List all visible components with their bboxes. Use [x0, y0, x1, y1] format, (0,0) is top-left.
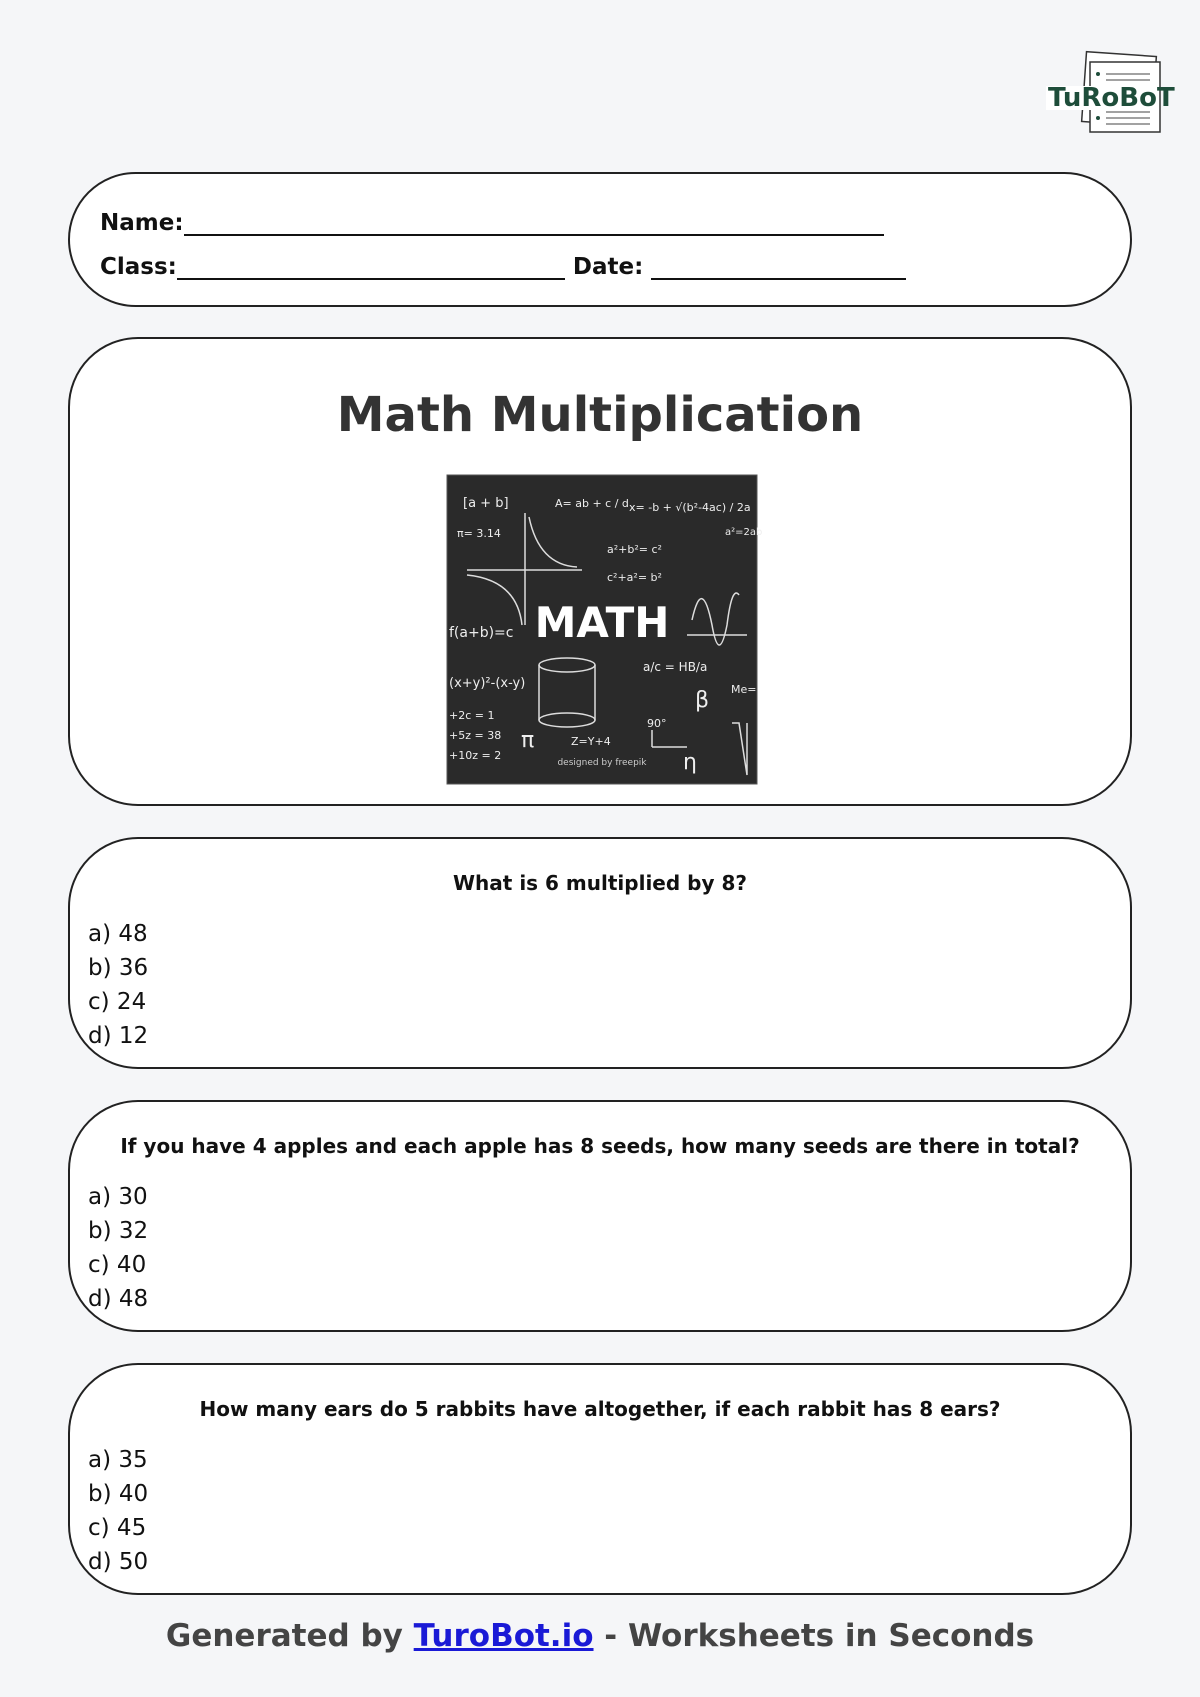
answer-option[interactable]: d) 12 — [88, 1023, 149, 1049]
math-word: MATH — [534, 598, 670, 647]
class-date-line — [100, 254, 906, 280]
answer-option[interactable]: d) 48 — [88, 1286, 149, 1312]
turobot-logo — [1046, 50, 1175, 136]
formula-text: η — [683, 750, 697, 775]
answer-option[interactable]: c) 45 — [88, 1515, 147, 1541]
formula-text: f(a+b)=c — [449, 625, 514, 641]
answer-option[interactable]: d) 50 — [88, 1549, 149, 1575]
answer-options — [88, 1443, 148, 1579]
answer-option[interactable]: a) 48 — [88, 921, 148, 947]
formula-text: +2c = 1 — [449, 709, 495, 722]
answer-option[interactable]: b) 32 — [88, 1218, 149, 1244]
formula-text: +5z = 38 — [449, 729, 502, 742]
question-text: If you have 4 apples and each apple has 8 seeds, how many seeds are there in total? — [120, 1134, 1080, 1158]
question-text: How many ears do 5 rabbits have altogether, if each rabbit has 8 ears? — [199, 1397, 1001, 1421]
answer-option[interactable]: c) 24 — [88, 989, 147, 1015]
class-field[interactable] — [177, 256, 565, 280]
formula-text: a²+b²= c² — [607, 543, 662, 556]
formula-text: a²=2ab — [725, 527, 763, 538]
footer-suffix: - Worksheets in Seconds — [593, 1618, 1035, 1654]
formula-text: c²+a²= b² — [607, 571, 662, 584]
answer-option[interactable]: b) 40 — [88, 1481, 149, 1507]
formula-text: +10z = 2 — [449, 749, 502, 762]
turobot-link[interactable]: TuroBot.io — [413, 1618, 594, 1654]
answer-option[interactable]: a) 35 — [88, 1447, 148, 1473]
formula-text: Me= — [731, 683, 757, 696]
question-card-3 — [68, 1363, 1132, 1595]
math-chalkboard-image — [447, 475, 763, 784]
date-label: Date: — [572, 254, 644, 280]
student-info-box — [68, 172, 1132, 307]
answer-option[interactable]: b) 36 — [88, 955, 149, 981]
formula-text: 90° — [647, 717, 667, 730]
answer-options — [88, 1180, 148, 1316]
formula-text: A= ab + c / d — [555, 497, 629, 510]
image-credit: designed by freepik — [557, 758, 647, 768]
answer-option[interactable]: c) 40 — [88, 1252, 147, 1278]
footer — [0, 1618, 1200, 1654]
formula-text: β — [695, 688, 710, 713]
question-card-2 — [68, 1100, 1132, 1332]
logo-text: TuRoBoT — [1048, 83, 1175, 113]
formula-text: a/c = HB/a — [643, 660, 708, 674]
formula-text: π= 3.14 — [457, 527, 501, 540]
name-field[interactable] — [184, 212, 884, 236]
formula-text: π — [521, 728, 535, 753]
answer-option[interactable]: a) 30 — [88, 1184, 148, 1210]
name-label: Name: — [100, 210, 184, 236]
formula-text: Z=Y+4 — [571, 735, 611, 748]
worksheet-title: Math Multiplication — [336, 387, 864, 443]
formula-text: [a + b] — [463, 496, 509, 511]
formula-text: (x+y)²-(x-y) — [449, 676, 526, 691]
footer-prefix: Generated by — [165, 1618, 414, 1654]
question-text: What is 6 multiplied by 8? — [453, 871, 747, 895]
formula-text: x= -b + √(b²-4ac) / 2a — [629, 501, 751, 514]
question-card-1 — [68, 837, 1132, 1069]
title-box — [68, 337, 1132, 806]
class-label: Class: — [100, 254, 177, 280]
date-field[interactable] — [651, 256, 906, 280]
answer-options — [88, 917, 148, 1053]
name-line — [100, 210, 884, 236]
